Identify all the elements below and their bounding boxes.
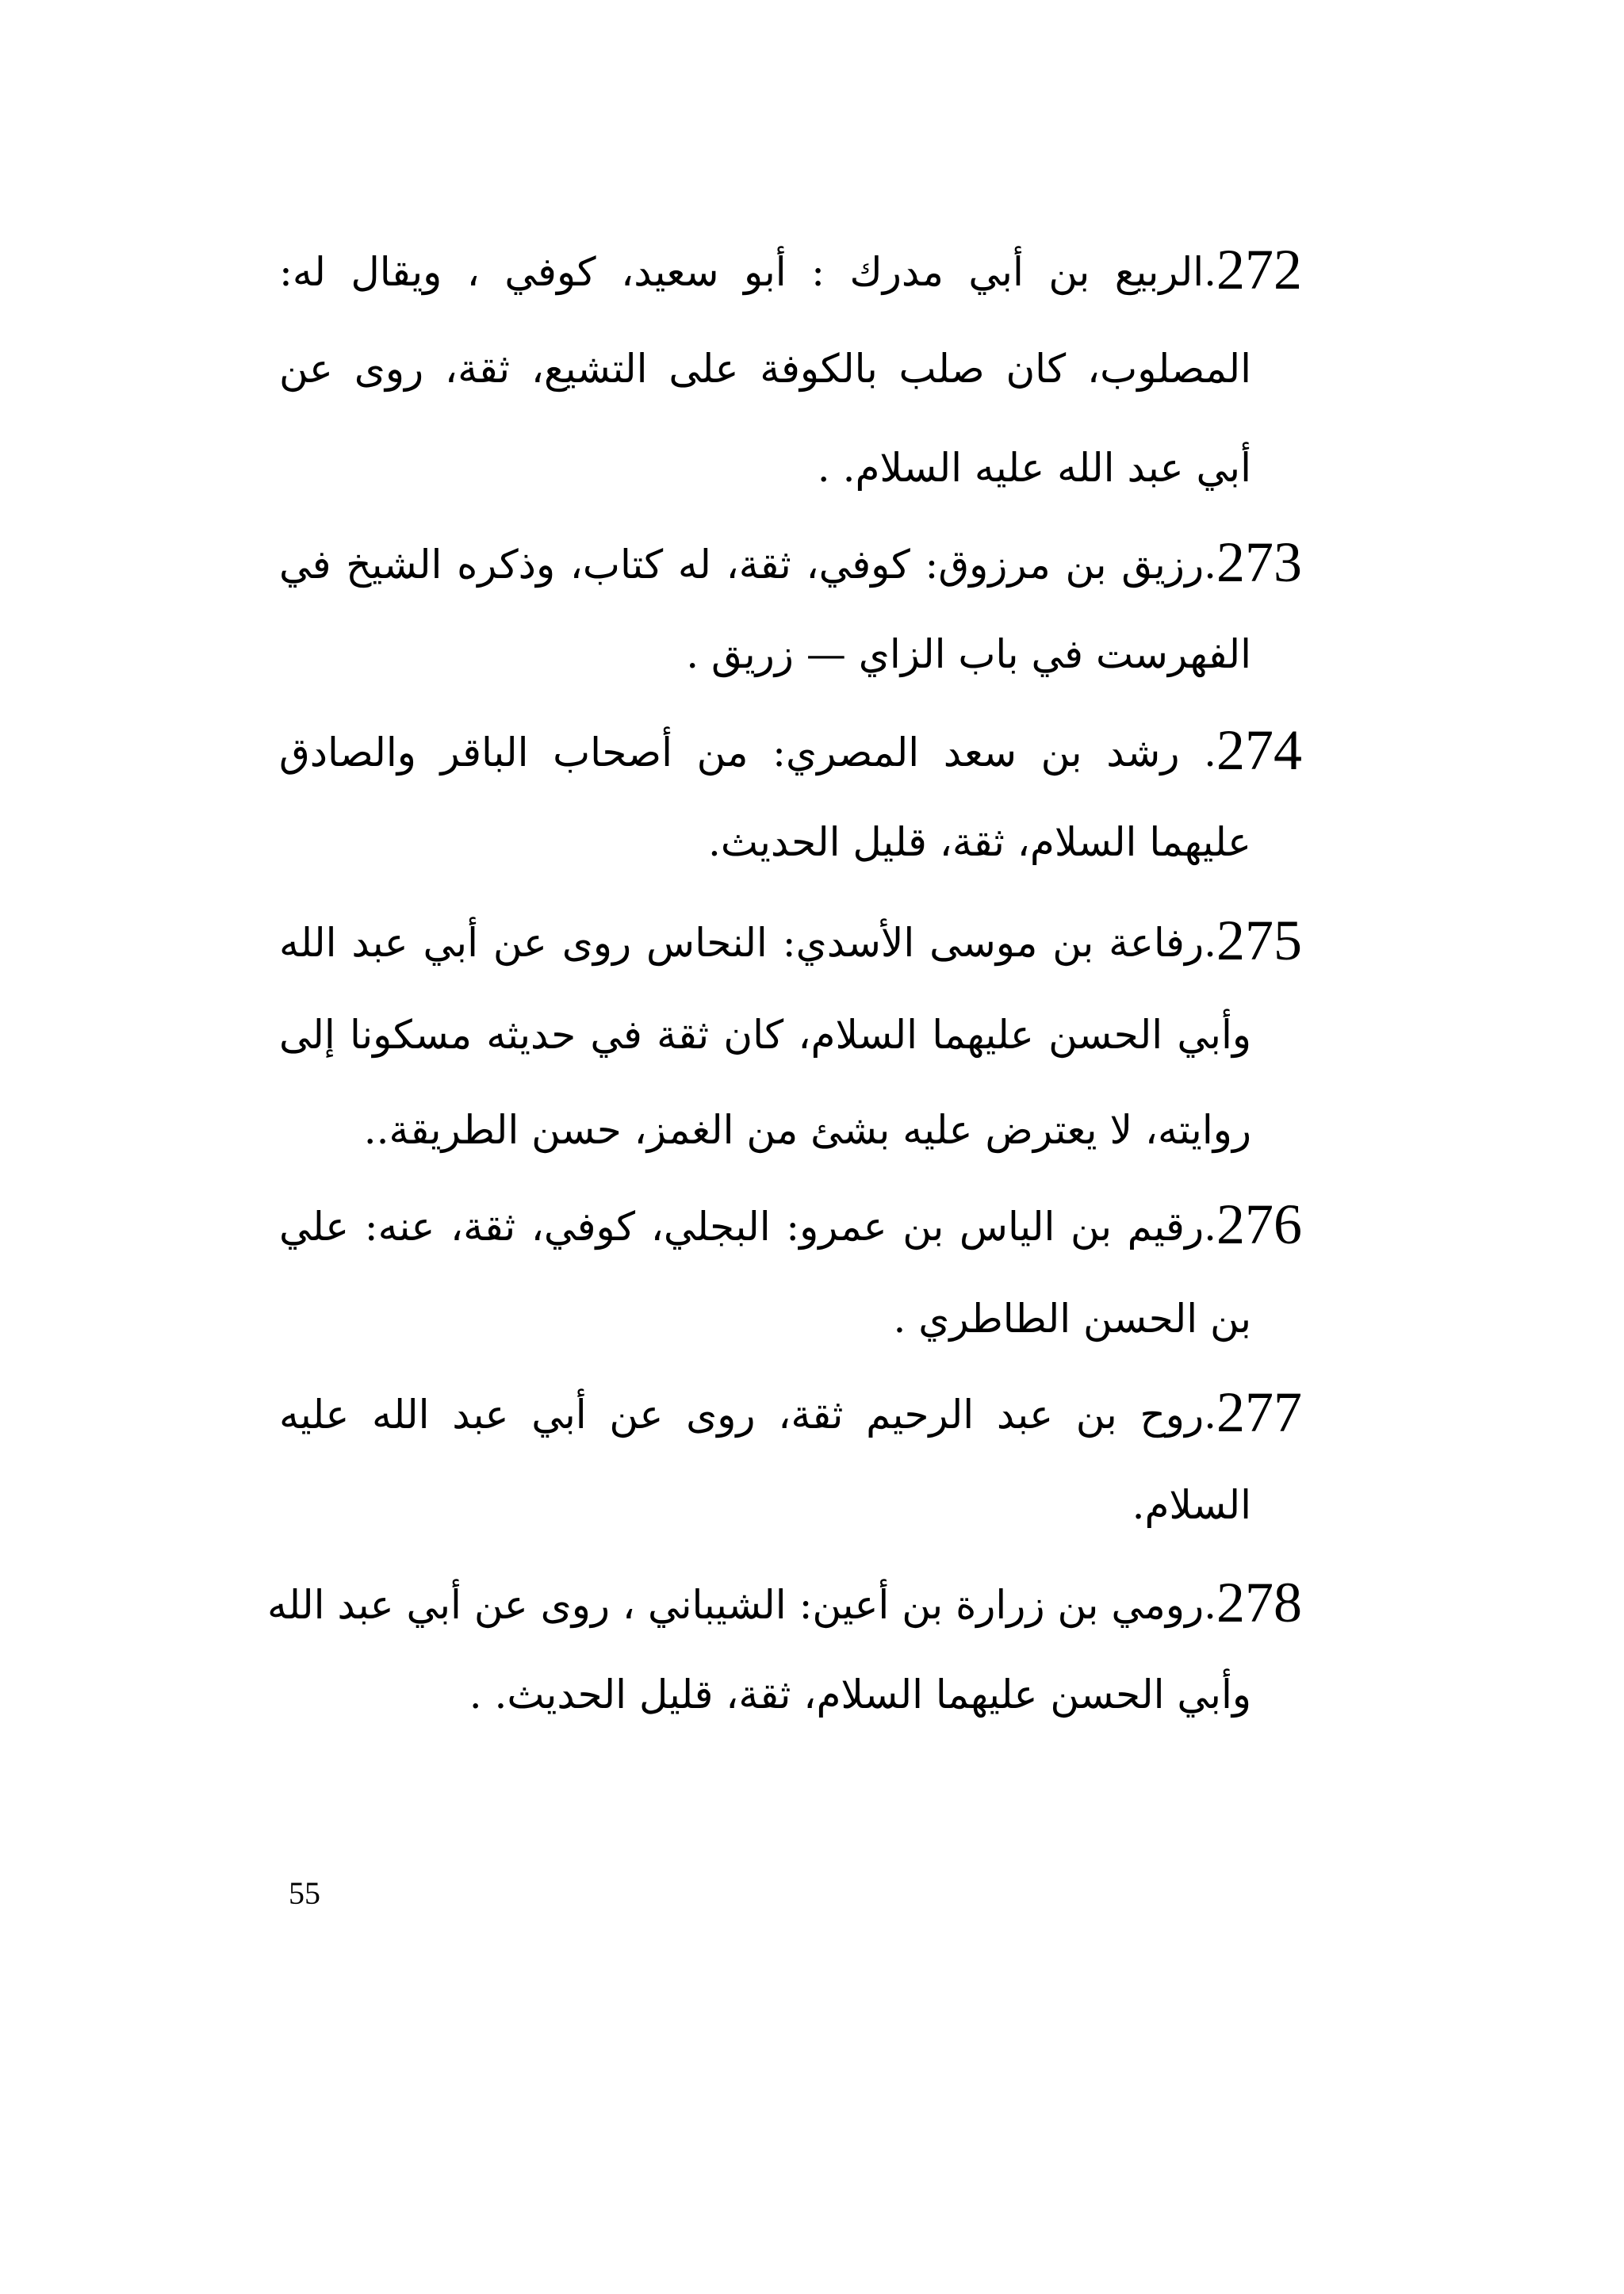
entry-276-number: 276 xyxy=(1216,1193,1302,1256)
entry-274-line-2: عليهما السلام، ثقة، قليل الحديث. xyxy=(707,819,1251,865)
entry-272-line-3: أبي عبد الله عليه السلام. . xyxy=(817,445,1251,491)
entry-276-line-2: بن الحسن الطاطري . xyxy=(893,1296,1251,1342)
entry-274-text: . رشد بن سعد المصري: من أصحاب الباقر والصادق xyxy=(279,730,1216,776)
entry-273-line-1 xyxy=(279,530,1302,594)
entry-273-text: .رزيق بن مرزوق: كوفي، ثقة، له كتاب، وذكره الشيخ في xyxy=(279,542,1216,588)
entry-275-number: 275 xyxy=(1216,909,1302,972)
entry-272-line-2: المصلوب، كان صلب بالكوفة على التشيع، ثقة، روى عن xyxy=(279,346,1251,392)
entry-278-line-1 xyxy=(267,1571,1302,1634)
entry-276-text: .رقيم بن الياس بن عمرو: البجلي، كوفي، ثقة، عنه: علي xyxy=(279,1204,1216,1250)
entry-278-text: .رومي بن زرارة بن أعين: الشيباني ، روى عن أبي عبد الله xyxy=(267,1582,1216,1628)
entry-278-line-2: وأبي الحسن عليهما السلام، ثقة، قليل الحديث. . xyxy=(469,1672,1251,1718)
entry-273-line-2: الفهرست في باب الزاي — زريق . xyxy=(686,631,1251,677)
entry-275-line-2: وأبي الحسن عليهما السلام، كان ثقة في حديثه مسكونا إلى xyxy=(279,1012,1251,1058)
entry-275-line-3: روايته، لا يعترض عليه بشئ من الغمز، حسن الطريقة.. xyxy=(363,1107,1251,1153)
entry-277-number: 277 xyxy=(1216,1381,1302,1444)
entry-275-text: .رفاعة بن موسى الأسدي: النحاس روى عن أبي عبد الله xyxy=(279,920,1216,966)
entry-277-line-1 xyxy=(279,1381,1302,1444)
entry-277-text: .روح بن عبد الرحيم ثقة، روى عن أبي عبد الله عليه xyxy=(279,1392,1216,1438)
entry-273-number: 273 xyxy=(1216,530,1302,594)
entry-277-line-2: السلام. xyxy=(1132,1482,1251,1528)
entry-274-number: 274 xyxy=(1216,718,1302,782)
entry-274-line-1 xyxy=(279,718,1302,782)
entry-272-text: .الربيع بن أبي مدرك : أبو سعيد، كوفي ، ويقال له: xyxy=(279,249,1216,295)
entry-272-line-1 xyxy=(279,238,1302,301)
entry-275-line-1 xyxy=(279,909,1302,972)
entry-278-number: 278 xyxy=(1216,1571,1302,1634)
entry-272-number: 272 xyxy=(1216,238,1302,301)
page-number: 55 xyxy=(289,1875,320,1911)
entry-276-line-1 xyxy=(279,1193,1302,1256)
